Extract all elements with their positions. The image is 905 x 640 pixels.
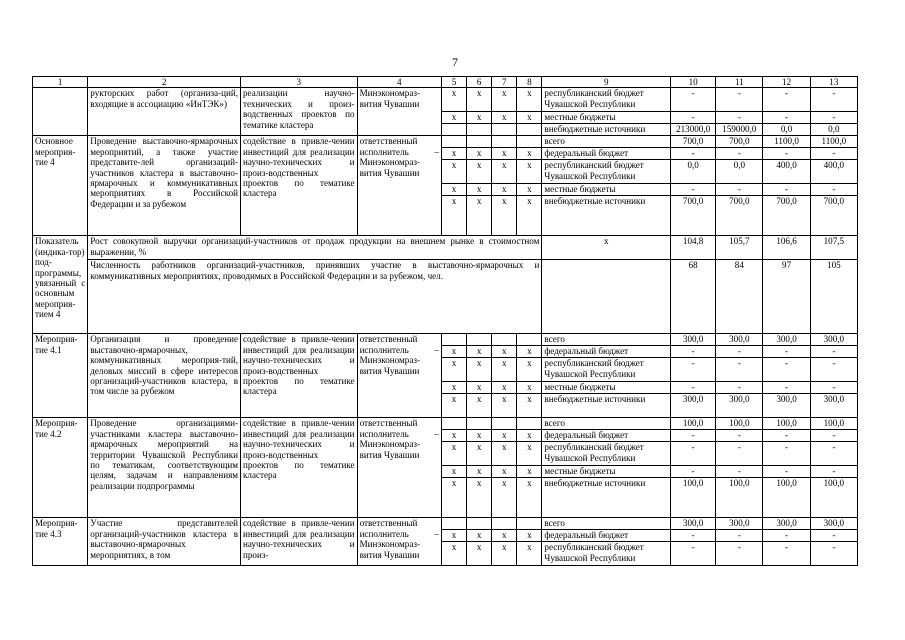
- amount-cell: -: [763, 346, 810, 358]
- amount-cell: -: [810, 530, 857, 542]
- budget-code-cell: х: [467, 160, 492, 184]
- indicator-x: х: [542, 236, 671, 260]
- indicator-label: Показатель (индика-тор) под-программы, увязанный с основным мероприя-тием 4: [33, 236, 88, 334]
- amount-cell: 700,0: [716, 196, 763, 236]
- budget-code-cell: х: [467, 478, 492, 518]
- amount-cell: 700,0: [671, 136, 716, 148]
- program-measures-table: [32, 76, 858, 566]
- amount-cell: 100,0: [810, 418, 857, 430]
- column-number-12: 12: [763, 77, 810, 88]
- amount-cell: -: [716, 430, 763, 442]
- measure-name: [33, 88, 88, 136]
- amount-cell: 300,0: [810, 394, 857, 418]
- indicator-row: [33, 260, 858, 334]
- amount-cell: -: [716, 148, 763, 160]
- amount-cell: -: [763, 148, 810, 160]
- table-row: [33, 334, 858, 346]
- amount-cell: 100,0: [716, 418, 763, 430]
- funding-source: всего: [542, 334, 671, 346]
- budget-code-cell: х: [467, 88, 492, 112]
- budget-code-cell: х: [492, 112, 517, 124]
- budget-code-cell: х: [441, 542, 466, 566]
- budget-code-cell: х: [517, 542, 542, 566]
- budget-code-cell: х: [441, 184, 466, 196]
- budget-code-cell: х: [492, 184, 517, 196]
- responsible-executor: ответственный исполнитель – Минэкономраз-вития Чувашии: [357, 334, 441, 418]
- budget-code-cell: х: [492, 358, 517, 382]
- amount-cell: -: [810, 542, 857, 566]
- amount-cell: 0,0: [810, 124, 857, 136]
- amount-cell: 400,0: [763, 160, 810, 184]
- amount-cell: 300,0: [671, 394, 716, 418]
- funding-source: всего: [542, 418, 671, 430]
- funding-source: республиканский бюджет Чувашской Республики: [542, 542, 671, 566]
- budget-code-cell: [467, 334, 492, 346]
- budget-code-cell: х: [517, 148, 542, 160]
- measure-description: Проведение выставочно-ярмарочных мероприятий, а также участие представите-лей организаций-участников кластера в выставочно-ярмарочных и коммуникативных мероприятиях в Российской Федерации и за рубежом: [88, 136, 241, 236]
- amount-cell: -: [763, 358, 810, 382]
- table-row: [33, 418, 858, 430]
- amount-cell: -: [763, 430, 810, 442]
- indicator-value: 104,8: [671, 236, 716, 260]
- budget-code-cell: [492, 136, 517, 148]
- header-row: [33, 77, 858, 88]
- amount-cell: 300,0: [671, 334, 716, 346]
- budget-code-cell: [467, 418, 492, 430]
- amount-cell: -: [671, 430, 716, 442]
- amount-cell: 300,0: [763, 334, 810, 346]
- budget-code-cell: х: [517, 358, 542, 382]
- responsible-executor: Минэкономраз-вития Чувашии: [357, 88, 441, 136]
- budget-code-cell: х: [492, 466, 517, 478]
- amount-cell: 100,0: [671, 478, 716, 518]
- amount-cell: -: [671, 88, 716, 112]
- amount-cell: 300,0: [716, 334, 763, 346]
- budget-code-cell: х: [517, 442, 542, 466]
- budget-code-cell: х: [517, 112, 542, 124]
- indicator-text: Численность работников организаций-участников, принявших участие в выставочно-ярмарочных и коммуникативных мероприятиях, проводимых в Российской Федерации и за рубежом, чел.: [88, 260, 542, 334]
- amount-cell: 100,0: [763, 478, 810, 518]
- amount-cell: -: [716, 358, 763, 382]
- amount-cell: -: [671, 184, 716, 196]
- budget-code-cell: х: [517, 196, 542, 236]
- responsible-executor: ответственный исполнитель – Минэкономраз-вития Чувашии: [357, 418, 441, 518]
- funding-source: внебюджетные источники: [542, 124, 671, 136]
- budget-code-cell: [441, 518, 466, 530]
- budget-code-cell: х: [467, 382, 492, 394]
- amount-cell: -: [763, 530, 810, 542]
- budget-code-cell: [467, 136, 492, 148]
- budget-code-cell: [517, 124, 542, 136]
- budget-code-cell: х: [492, 442, 517, 466]
- budget-code-cell: х: [441, 148, 466, 160]
- amount-cell: 300,0: [810, 334, 857, 346]
- budget-code-cell: х: [517, 530, 542, 542]
- funding-source: республиканский бюджет Чувашской Республики: [542, 88, 671, 112]
- measure-description: рукторских работ (организа-ций, входящие в ассоциацию «ИнТЭК»): [88, 88, 241, 136]
- budget-code-cell: х: [492, 160, 517, 184]
- measure-name: Основное мероприя-тие 4: [33, 136, 88, 236]
- measure-name: Мероприя-тие 4.1: [33, 334, 88, 418]
- budget-code-cell: х: [517, 466, 542, 478]
- column-number-1: 1: [33, 77, 88, 88]
- amount-cell: -: [763, 184, 810, 196]
- expected-result: содействие в привле-чении инвестиций для реализации научно-технических и произ-водственных проектов по тематике кластера: [241, 136, 358, 236]
- budget-code-cell: х: [467, 442, 492, 466]
- budget-code-cell: х: [517, 160, 542, 184]
- funding-source: республиканский бюджет Чувашской Республики: [542, 442, 671, 466]
- column-number-10: 10: [671, 77, 716, 88]
- budget-code-cell: [517, 334, 542, 346]
- budget-code-cell: х: [517, 430, 542, 442]
- indicator-x: [542, 260, 671, 334]
- budget-code-cell: х: [467, 346, 492, 358]
- amount-cell: -: [671, 542, 716, 566]
- amount-cell: 300,0: [716, 518, 763, 530]
- budget-code-cell: [517, 518, 542, 530]
- budget-code-cell: х: [467, 148, 492, 160]
- amount-cell: -: [716, 88, 763, 112]
- budget-code-cell: х: [467, 530, 492, 542]
- amount-cell: -: [810, 184, 857, 196]
- amount-cell: -: [810, 382, 857, 394]
- indicator-value: 105,7: [716, 236, 763, 260]
- budget-code-cell: х: [441, 112, 466, 124]
- budget-code-cell: [492, 334, 517, 346]
- expected-result: содействие в привле-чении инвестиций для реализации научно-технических и произ-: [241, 518, 358, 566]
- budget-code-cell: х: [441, 430, 466, 442]
- amount-cell: 213000,0: [671, 124, 716, 136]
- budget-code-cell: х: [467, 184, 492, 196]
- amount-cell: -: [671, 382, 716, 394]
- column-number-11: 11: [716, 77, 763, 88]
- budget-code-cell: [517, 418, 542, 430]
- funding-source: всего: [542, 136, 671, 148]
- column-number-9: 9: [542, 77, 671, 88]
- amount-cell: 300,0: [810, 518, 857, 530]
- amount-cell: -: [810, 88, 857, 112]
- amount-cell: -: [671, 112, 716, 124]
- budget-code-cell: х: [441, 442, 466, 466]
- amount-cell: -: [810, 430, 857, 442]
- amount-cell: -: [763, 542, 810, 566]
- column-number-3: 3: [241, 77, 358, 88]
- amount-cell: -: [810, 358, 857, 382]
- amount-cell: 700,0: [716, 136, 763, 148]
- budget-code-cell: х: [492, 346, 517, 358]
- amount-cell: -: [671, 466, 716, 478]
- amount-cell: 300,0: [763, 518, 810, 530]
- amount-cell: -: [810, 112, 857, 124]
- budget-code-cell: [441, 136, 466, 148]
- amount-cell: 159000,0: [716, 124, 763, 136]
- budget-code-cell: [441, 124, 466, 136]
- budget-code-cell: [467, 124, 492, 136]
- budget-code-cell: х: [492, 394, 517, 418]
- funding-source: федеральный бюджет: [542, 148, 671, 160]
- budget-code-cell: х: [467, 542, 492, 566]
- amount-cell: -: [671, 358, 716, 382]
- expected-result: реализации научно-технических и произ-водственных проектов по тематике кластера: [241, 88, 358, 136]
- amount-cell: 100,0: [763, 418, 810, 430]
- amount-cell: -: [810, 442, 857, 466]
- amount-cell: -: [763, 442, 810, 466]
- amount-cell: -: [716, 382, 763, 394]
- budget-code-cell: х: [467, 430, 492, 442]
- amount-cell: -: [716, 346, 763, 358]
- amount-cell: -: [810, 148, 857, 160]
- amount-cell: 0,0: [671, 160, 716, 184]
- measure-name: Мероприя-тие 4.3: [33, 518, 88, 566]
- amount-cell: 1100,0: [810, 136, 857, 148]
- amount-cell: -: [763, 88, 810, 112]
- amount-cell: 100,0: [810, 478, 857, 518]
- funding-source: федеральный бюджет: [542, 430, 671, 442]
- responsible-executor: ответственный исполнитель – Минэкономраз-вития Чувашии: [357, 136, 441, 236]
- table-row: [33, 88, 858, 112]
- budget-code-cell: х: [467, 466, 492, 478]
- indicator-value: 84: [716, 260, 763, 334]
- budget-code-cell: х: [517, 346, 542, 358]
- budget-code-cell: [517, 136, 542, 148]
- column-number-7: 7: [492, 77, 517, 88]
- budget-code-cell: х: [492, 542, 517, 566]
- page-number: 7: [452, 55, 458, 69]
- measure-description: Организация и проведение выставочно-ярмарочных, коммуникативных мероприя-тий, деловых миссий в сфере интересов организаций-участников кластера, в том числе за рубежом: [88, 334, 241, 418]
- funding-source: местные бюджеты: [542, 112, 671, 124]
- amount-cell: -: [763, 466, 810, 478]
- amount-cell: -: [810, 466, 857, 478]
- amount-cell: 400,0: [810, 160, 857, 184]
- funding-source: местные бюджеты: [542, 382, 671, 394]
- budget-code-cell: х: [441, 88, 466, 112]
- budget-code-cell: х: [492, 196, 517, 236]
- budget-code-cell: х: [517, 382, 542, 394]
- budget-code-cell: х: [492, 430, 517, 442]
- budget-code-cell: х: [517, 478, 542, 518]
- amount-cell: -: [671, 530, 716, 542]
- amount-cell: -: [716, 442, 763, 466]
- amount-cell: 300,0: [671, 518, 716, 530]
- amount-cell: 700,0: [763, 196, 810, 236]
- column-number-4: 4: [357, 77, 441, 88]
- funding-source: республиканский бюджет Чувашской Республики: [542, 358, 671, 382]
- expected-result: содействие в привле-чении инвестиций для реализации научно-технических и произ-водственных проектов по тематике кластера: [241, 334, 358, 418]
- table-row: [33, 518, 858, 530]
- budget-code-cell: [492, 124, 517, 136]
- funding-source: внебюджетные источники: [542, 394, 671, 418]
- budget-code-cell: х: [517, 88, 542, 112]
- measure-description: Участие представителей организаций-участников кластера в выставочно-ярмарочных мероприятиях, в том: [88, 518, 241, 566]
- budget-code-cell: х: [441, 382, 466, 394]
- column-number-6: 6: [467, 77, 492, 88]
- amount-cell: -: [763, 112, 810, 124]
- expected-result: содействие в привле-чении инвестиций для реализации научно-технических и произ-водственных проектов по тематике кластера: [241, 418, 358, 518]
- budget-code-cell: х: [441, 478, 466, 518]
- funding-source: республиканский бюджет Чувашской Республики: [542, 160, 671, 184]
- funding-source: местные бюджеты: [542, 466, 671, 478]
- funding-source: внебюджетные источники: [542, 196, 671, 236]
- budget-code-cell: х: [441, 346, 466, 358]
- budget-code-cell: х: [467, 394, 492, 418]
- funding-source: федеральный бюджет: [542, 530, 671, 542]
- funding-source: федеральный бюджет: [542, 346, 671, 358]
- budget-code-cell: х: [441, 530, 466, 542]
- indicator-value: 107,5: [810, 236, 857, 260]
- budget-code-cell: х: [441, 358, 466, 382]
- funding-source: всего: [542, 518, 671, 530]
- budget-code-cell: [492, 518, 517, 530]
- budget-code-cell: х: [467, 196, 492, 236]
- budget-code-cell: х: [441, 196, 466, 236]
- amount-cell: -: [716, 184, 763, 196]
- measure-description: Проведение организациями-участниками кластера выставочно-ярмарочных мероприятий на территории Чувашской Республики по тематикам, соответствующим целям, задачам и направлениям реализации подпрограммы: [88, 418, 241, 518]
- budget-code-cell: х: [492, 382, 517, 394]
- indicator-value: 105: [810, 260, 857, 334]
- table-row: [33, 136, 858, 148]
- column-number-2: 2: [88, 77, 241, 88]
- amount-cell: -: [716, 466, 763, 478]
- indicator-value: 68: [671, 260, 716, 334]
- budget-code-cell: х: [492, 148, 517, 160]
- funding-source: внебюджетные источники: [542, 478, 671, 518]
- indicator-text: Рост совокупной выручки организаций-участников от продаж продукции на внешнем рынке в стоимостном выражении, %: [88, 236, 542, 260]
- amount-cell: 0,0: [763, 124, 810, 136]
- budget-code-cell: х: [492, 478, 517, 518]
- amount-cell: -: [716, 112, 763, 124]
- amount-cell: -: [671, 346, 716, 358]
- budget-code-cell: х: [517, 394, 542, 418]
- amount-cell: 300,0: [763, 394, 810, 418]
- amount-cell: 0,0: [716, 160, 763, 184]
- budget-code-cell: [467, 518, 492, 530]
- measure-name: Мероприя-тие 4.2: [33, 418, 88, 518]
- amount-cell: 300,0: [716, 394, 763, 418]
- budget-code-cell: [492, 418, 517, 430]
- amount-cell: -: [716, 542, 763, 566]
- funding-source: местные бюджеты: [542, 184, 671, 196]
- amount-cell: -: [810, 346, 857, 358]
- budget-code-cell: х: [492, 530, 517, 542]
- amount-cell: 100,0: [716, 478, 763, 518]
- budget-code-cell: х: [441, 160, 466, 184]
- budget-code-cell: х: [467, 112, 492, 124]
- indicator-value: 106,6: [763, 236, 810, 260]
- indicator-row: [33, 236, 858, 260]
- budget-code-cell: х: [467, 358, 492, 382]
- indicator-value: 97: [763, 260, 810, 334]
- amount-cell: -: [763, 382, 810, 394]
- budget-code-cell: [441, 334, 466, 346]
- column-number-8: 8: [517, 77, 542, 88]
- amount-cell: 1100,0: [763, 136, 810, 148]
- amount-cell: 700,0: [810, 196, 857, 236]
- column-number-13: 13: [810, 77, 857, 88]
- budget-code-cell: [441, 418, 466, 430]
- amount-cell: -: [671, 148, 716, 160]
- budget-code-cell: х: [441, 394, 466, 418]
- amount-cell: 700,0: [671, 196, 716, 236]
- amount-cell: -: [671, 442, 716, 466]
- amount-cell: 100,0: [671, 418, 716, 430]
- column-number-5: 5: [441, 77, 466, 88]
- amount-cell: -: [716, 530, 763, 542]
- responsible-executor: ответственный исполнитель – Минэкономраз-вития Чувашии: [357, 518, 441, 566]
- budget-code-cell: х: [441, 466, 466, 478]
- budget-code-cell: х: [492, 88, 517, 112]
- budget-code-cell: х: [517, 184, 542, 196]
